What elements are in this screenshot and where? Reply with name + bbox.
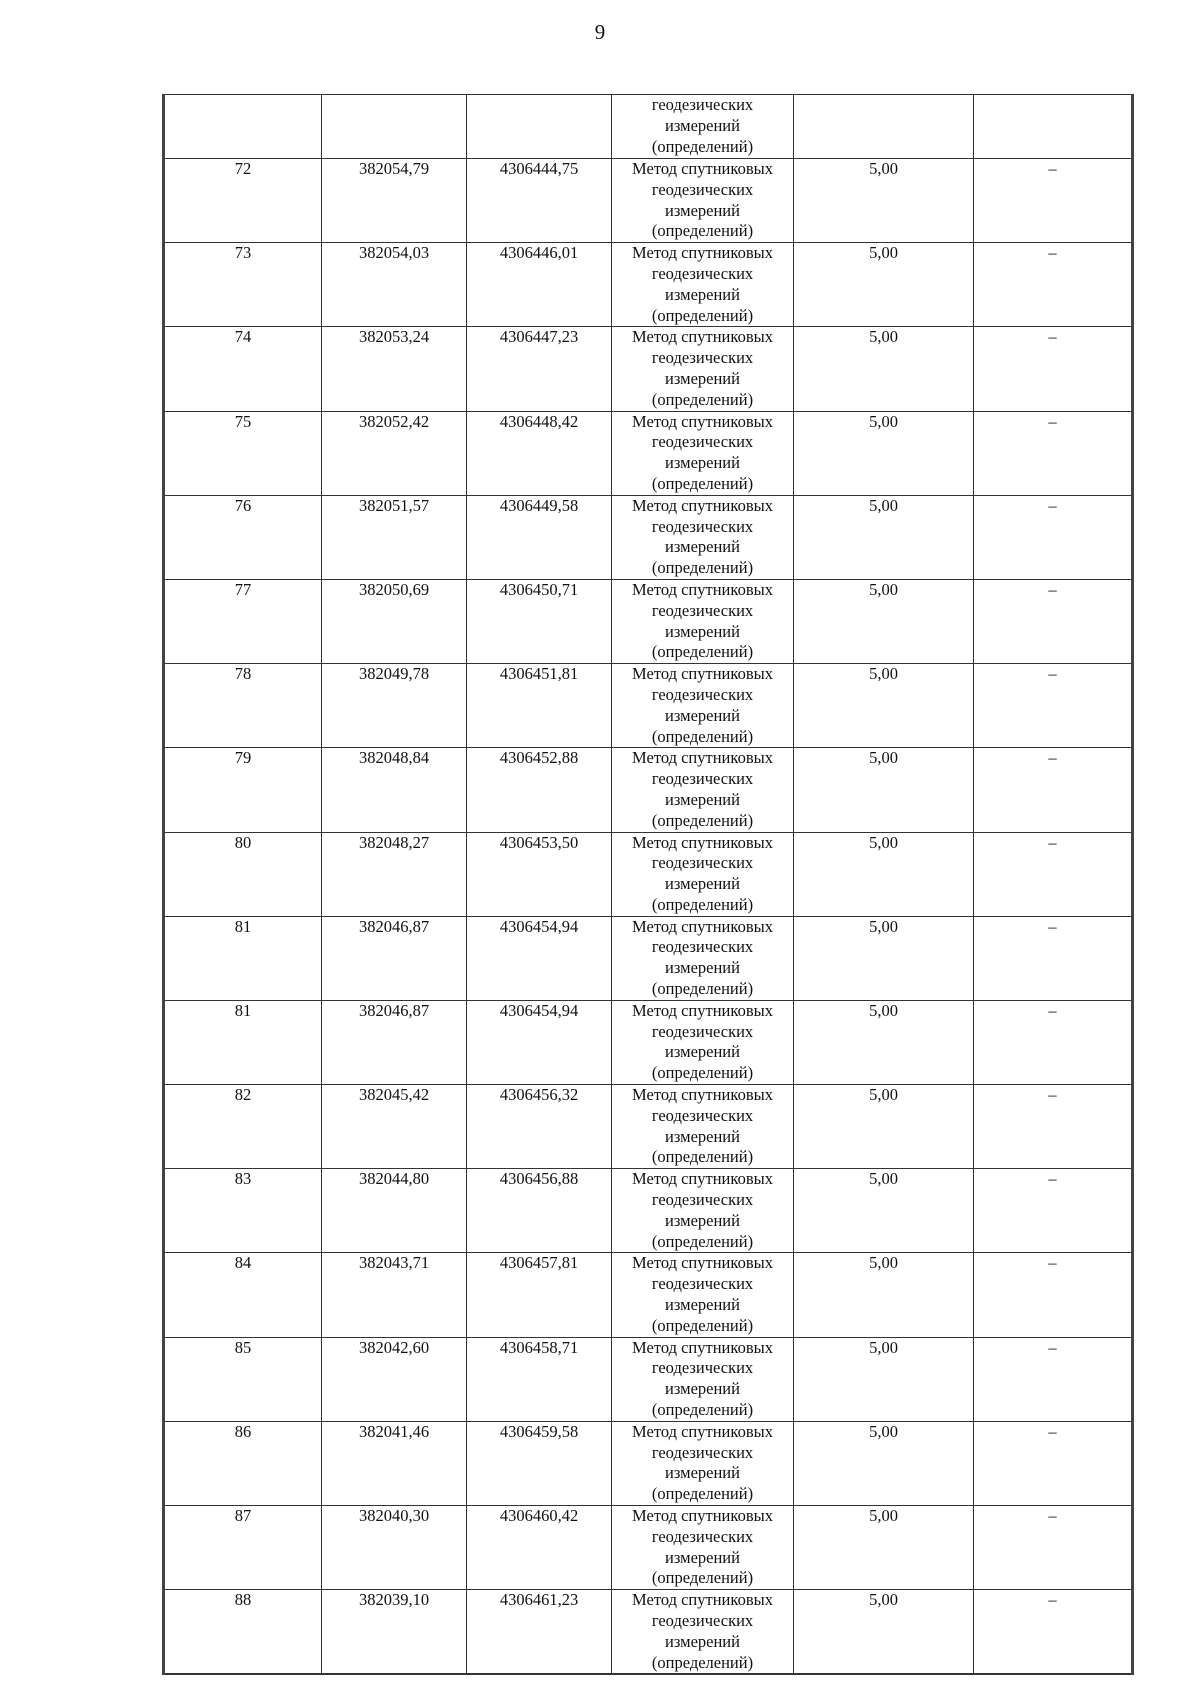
method-line: (определений) xyxy=(651,305,754,325)
method-line: Метод спутниковых xyxy=(632,1421,773,1441)
method-line: Метод спутниковых xyxy=(632,1506,773,1525)
cell-method xyxy=(612,1506,794,1590)
cell-point: 74 xyxy=(164,327,322,411)
cell-method xyxy=(612,1000,794,1084)
table-row xyxy=(164,1085,1133,1169)
cell-point: 77 xyxy=(164,579,322,663)
cell-accuracy: 5,00 xyxy=(794,243,974,327)
cell-method xyxy=(612,579,794,663)
cell-point: 88 xyxy=(164,1590,322,1675)
cell-x: 382041,46 xyxy=(322,1421,467,1505)
cell-method xyxy=(612,495,794,579)
cell-accuracy: 5,00 xyxy=(794,1337,974,1421)
cell-note: – xyxy=(974,327,1133,411)
cell-note xyxy=(974,95,1133,159)
table-row xyxy=(164,1337,1133,1421)
method-line: Метод спутниковых xyxy=(632,327,773,347)
cell-note: – xyxy=(974,1000,1133,1084)
method-line: геодезических xyxy=(651,348,754,368)
cell-x: 382048,27 xyxy=(322,832,467,916)
cell-x: 382049,78 xyxy=(322,664,467,748)
method-line: геодезических xyxy=(651,1105,754,1125)
method-line: геодезических xyxy=(651,684,754,704)
method-line: геодезических xyxy=(651,853,754,873)
cell-y: 4306459,58 xyxy=(467,1421,612,1505)
method-line: Метод спутниковых xyxy=(632,832,773,852)
cell-x: 382042,60 xyxy=(322,1337,467,1421)
method-line: геодезических xyxy=(651,95,754,114)
table-row xyxy=(164,411,1133,495)
cell-accuracy: 5,00 xyxy=(794,1085,974,1169)
cell-x: 382052,42 xyxy=(322,411,467,495)
cell-note: – xyxy=(974,1590,1133,1675)
method-line: (определений) xyxy=(651,894,754,914)
cell-method xyxy=(612,243,794,327)
method-line: (определений) xyxy=(651,726,754,746)
method-line: (определений) xyxy=(651,1147,754,1167)
cell-note: – xyxy=(974,832,1133,916)
cell-point: 76 xyxy=(164,495,322,579)
method-line: (определений) xyxy=(651,642,754,662)
method-line: (определений) xyxy=(651,810,754,830)
cell-accuracy: 5,00 xyxy=(794,1421,974,1505)
cell-y: 4306453,50 xyxy=(467,832,612,916)
method-line: Метод спутниковых xyxy=(632,1169,773,1189)
method-line: измерений xyxy=(665,1379,740,1399)
cell-accuracy: 5,00 xyxy=(794,159,974,243)
method-line: (определений) xyxy=(651,389,754,409)
method-line: Метод спутниковых xyxy=(632,579,773,599)
method-line: измерений xyxy=(665,368,740,388)
cell-x: 382045,42 xyxy=(322,1085,467,1169)
table-row xyxy=(164,1000,1133,1084)
cell-method xyxy=(612,1337,794,1421)
cell-point: 73 xyxy=(164,243,322,327)
cell-point: 83 xyxy=(164,1169,322,1253)
method-line: (определений) xyxy=(651,1568,754,1588)
cell-point: 75 xyxy=(164,411,322,495)
method-line: геодезических xyxy=(651,1442,754,1462)
table-row xyxy=(164,916,1133,1000)
method-line: (определений) xyxy=(651,979,754,999)
method-line: геодезических xyxy=(651,937,754,957)
cell-y: 4306444,75 xyxy=(467,159,612,243)
method-line: геодезических xyxy=(651,1190,754,1210)
table-row xyxy=(164,1506,1133,1590)
cell-method xyxy=(612,411,794,495)
cell-accuracy: 5,00 xyxy=(794,748,974,832)
method-line: геодезических xyxy=(651,179,754,199)
cell-y: 4306448,42 xyxy=(467,411,612,495)
cell-note: – xyxy=(974,243,1133,327)
method-line: измерений xyxy=(665,789,740,809)
method-line: Метод спутниковых xyxy=(632,495,773,515)
cell-accuracy: 5,00 xyxy=(794,664,974,748)
cell-x: 382044,80 xyxy=(322,1169,467,1253)
cell-note: – xyxy=(974,664,1133,748)
coordinates-table-body xyxy=(164,95,1133,1675)
method-line: Метод спутниковых xyxy=(632,916,773,936)
table-row xyxy=(164,243,1133,327)
method-line: Метод спутниковых xyxy=(632,1253,773,1273)
method-line: измерений xyxy=(665,874,740,894)
method-line: Метод спутниковых xyxy=(632,664,773,684)
table-row xyxy=(164,327,1133,411)
page-number: 9 xyxy=(594,20,606,44)
method-line: измерений xyxy=(665,1463,740,1483)
cell-x: 382046,87 xyxy=(322,916,467,1000)
method-line: геодезических xyxy=(651,769,754,789)
cell-method xyxy=(612,327,794,411)
cell-accuracy: 5,00 xyxy=(794,411,974,495)
cell-note: – xyxy=(974,1421,1133,1505)
table-row xyxy=(164,579,1133,663)
cell-note: – xyxy=(974,1085,1133,1169)
cell-note: – xyxy=(974,495,1133,579)
cell-method xyxy=(612,159,794,243)
cell-accuracy: 5,00 xyxy=(794,579,974,663)
cell-x: 382054,03 xyxy=(322,243,467,327)
cell-accuracy: 5,00 xyxy=(794,1253,974,1337)
method-line: Метод спутниковых xyxy=(632,748,773,768)
cell-y: 4306454,94 xyxy=(467,916,612,1000)
cell-note: – xyxy=(974,916,1133,1000)
cell-y: 4306450,71 xyxy=(467,579,612,663)
method-line: измерений xyxy=(665,1210,740,1230)
table-row xyxy=(164,1421,1133,1505)
table-row-continuation xyxy=(164,95,1133,159)
cell-x: 382046,87 xyxy=(322,1000,467,1084)
method-line: геодезических xyxy=(651,263,754,283)
cell-accuracy: 5,00 xyxy=(794,1590,974,1675)
method-line: измерений xyxy=(665,537,740,557)
method-line: (определений) xyxy=(651,1484,754,1504)
cell-y: 4306449,58 xyxy=(467,495,612,579)
cell-method xyxy=(612,1590,794,1675)
cell-y: 4306447,23 xyxy=(467,327,612,411)
cell-method xyxy=(612,664,794,748)
cell-note: – xyxy=(974,748,1133,832)
method-line: измерений xyxy=(665,958,740,978)
method-line: Метод спутниковых xyxy=(632,1337,773,1357)
method-line: геодезических xyxy=(651,1358,754,1378)
method-line: измерений xyxy=(665,1042,740,1062)
cell-y: 4306456,88 xyxy=(467,1169,612,1253)
cell-point: 84 xyxy=(164,1253,322,1337)
method-line: измерений xyxy=(665,1547,740,1567)
cell-accuracy: 5,00 xyxy=(794,1169,974,1253)
cell-accuracy: 5,00 xyxy=(794,495,974,579)
cell-accuracy: 5,00 xyxy=(794,832,974,916)
cell-y: 4306461,23 xyxy=(467,1590,612,1675)
coordinates-table xyxy=(162,94,1134,1675)
method-line: Метод спутниковых xyxy=(632,1085,773,1105)
cell-accuracy: 5,00 xyxy=(794,1000,974,1084)
method-line: измерений xyxy=(665,453,740,473)
table-row xyxy=(164,495,1133,579)
method-line: измерений xyxy=(665,200,740,220)
cell-point: 79 xyxy=(164,748,322,832)
cell-y xyxy=(467,95,612,159)
cell-note: – xyxy=(974,1169,1133,1253)
cell-point: 82 xyxy=(164,1085,322,1169)
cell-y: 4306460,42 xyxy=(467,1506,612,1590)
method-line: (определений) xyxy=(651,1400,754,1420)
cell-accuracy xyxy=(794,95,974,159)
method-line: геодезических xyxy=(651,600,754,620)
cell-x xyxy=(322,95,467,159)
cell-point: 81 xyxy=(164,916,322,1000)
cell-point: 86 xyxy=(164,1421,322,1505)
method-line: геодезических xyxy=(651,1274,754,1294)
method-line: геодезических xyxy=(651,1021,754,1041)
method-line: (определений) xyxy=(651,136,754,156)
cell-method xyxy=(612,832,794,916)
method-line: (определений) xyxy=(651,1231,754,1251)
cell-method xyxy=(612,1169,794,1253)
cell-accuracy: 5,00 xyxy=(794,916,974,1000)
cell-x: 382040,30 xyxy=(322,1506,467,1590)
table-row xyxy=(164,1253,1133,1337)
method-line: (определений) xyxy=(651,1063,754,1083)
method-line: геодезических xyxy=(651,432,754,452)
method-line: измерений xyxy=(665,1126,740,1146)
cell-point: 81 xyxy=(164,1000,322,1084)
cell-x: 382050,69 xyxy=(322,579,467,663)
cell-y: 4306452,88 xyxy=(467,748,612,832)
cell-y: 4306456,32 xyxy=(467,1085,612,1169)
cell-x: 382048,84 xyxy=(322,748,467,832)
method-line: геодезических xyxy=(651,516,754,536)
cell-method xyxy=(612,95,794,159)
cell-note: – xyxy=(974,411,1133,495)
cell-point: 72 xyxy=(164,159,322,243)
cell-y: 4306454,94 xyxy=(467,1000,612,1084)
cell-note: – xyxy=(974,159,1133,243)
cell-point: 80 xyxy=(164,832,322,916)
method-line: измерений xyxy=(665,1631,740,1651)
method-line: Метод спутниковых xyxy=(632,243,773,263)
cell-point: 78 xyxy=(164,664,322,748)
method-line: Метод спутниковых xyxy=(632,159,773,178)
cell-x: 382051,57 xyxy=(322,495,467,579)
cell-method xyxy=(612,1253,794,1337)
cell-accuracy: 5,00 xyxy=(794,327,974,411)
method-line: (определений) xyxy=(651,473,754,493)
method-line: Метод спутниковых xyxy=(632,1590,773,1610)
method-line: измерений xyxy=(665,705,740,725)
method-line: (определений) xyxy=(651,1652,754,1672)
cell-x: 382039,10 xyxy=(322,1590,467,1675)
method-line: измерений xyxy=(665,115,740,135)
method-line: (определений) xyxy=(651,221,754,241)
cell-note: – xyxy=(974,1506,1133,1590)
table-row xyxy=(164,832,1133,916)
method-line: Метод спутниковых xyxy=(632,1000,773,1020)
method-line: измерений xyxy=(665,284,740,304)
cell-note: – xyxy=(974,579,1133,663)
cell-x: 382053,24 xyxy=(322,327,467,411)
method-line: геодезических xyxy=(651,1610,754,1630)
table-row xyxy=(164,748,1133,832)
method-line: (определений) xyxy=(651,1315,754,1335)
method-line: геодезических xyxy=(651,1526,754,1546)
cell-x: 382043,71 xyxy=(322,1253,467,1337)
cell-note: – xyxy=(974,1253,1133,1337)
table-row xyxy=(164,159,1133,243)
table-row xyxy=(164,1590,1133,1675)
cell-y: 4306451,81 xyxy=(467,664,612,748)
table-row xyxy=(164,664,1133,748)
cell-method xyxy=(612,1421,794,1505)
cell-method xyxy=(612,1085,794,1169)
method-line: измерений xyxy=(665,1295,740,1315)
cell-y: 4306458,71 xyxy=(467,1337,612,1421)
cell-point: 85 xyxy=(164,1337,322,1421)
cell-method xyxy=(612,748,794,832)
method-line: (определений) xyxy=(651,558,754,578)
method-line: измерений xyxy=(665,621,740,641)
cell-method xyxy=(612,916,794,1000)
cell-x: 382054,79 xyxy=(322,159,467,243)
cell-point: 87 xyxy=(164,1506,322,1590)
cell-accuracy: 5,00 xyxy=(794,1506,974,1590)
method-line: Метод спутниковых xyxy=(632,411,773,431)
cell-y: 4306446,01 xyxy=(467,243,612,327)
cell-point xyxy=(164,95,322,159)
table-row xyxy=(164,1169,1133,1253)
cell-y: 4306457,81 xyxy=(467,1253,612,1337)
cell-note: – xyxy=(974,1337,1133,1421)
